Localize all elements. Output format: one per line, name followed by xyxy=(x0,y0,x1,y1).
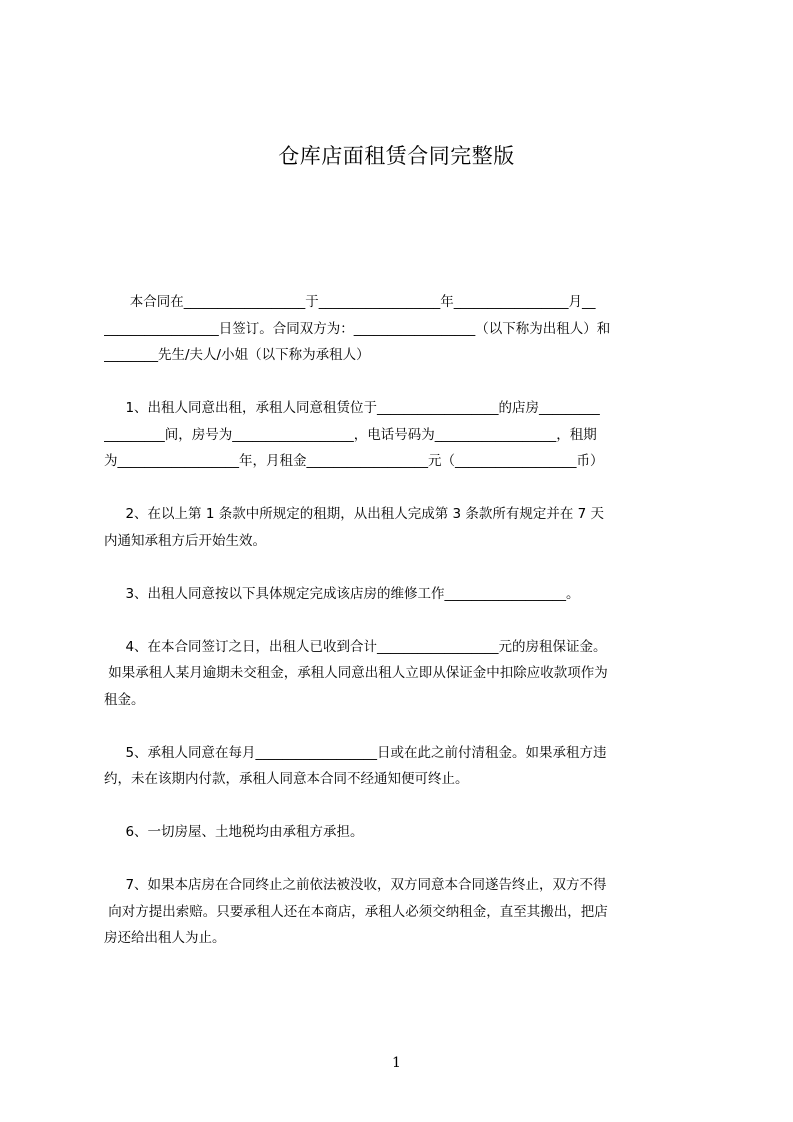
paragraph-line: 内通知承租方后开始生效。 xyxy=(104,532,266,549)
paragraph-spacer xyxy=(104,554,700,581)
paragraph-clause-5 xyxy=(104,740,700,793)
paragraph-line: ________先生/夫人/小姐（以下称为承租人） xyxy=(104,347,370,363)
paragraph-clause-3 xyxy=(104,581,700,608)
paragraph-line: 租金。 xyxy=(104,691,145,708)
paragraph-spacer xyxy=(104,793,700,820)
paragraph-line: 约，未在该期内付款，承租人同意本合同不经通知便可终止。 xyxy=(104,771,469,787)
document-body xyxy=(104,289,700,952)
paragraph-line: _________间，房号为__________________，电话号码为__________________，租期 xyxy=(104,426,597,443)
paragraph-line: 6、一切房屋、土地税均由承租方承担。 xyxy=(104,824,364,840)
paragraph-spacer xyxy=(104,475,700,502)
paragraph-line: 如果承租人某月逾期未交租金，承租人同意出租人立即从保证金中扣除应收款项作为 xyxy=(104,665,608,681)
paragraph-line: 1、出租人同意出租，承租人同意租赁位于__________________的店房_________ xyxy=(104,400,600,416)
paragraph-clause-4 xyxy=(104,634,700,714)
page-number: 1 xyxy=(392,1055,401,1071)
paragraph-clause-1 xyxy=(104,395,700,475)
paragraph-clause-2 xyxy=(104,501,700,554)
paragraph-clause-6 xyxy=(104,819,700,846)
paragraph-line: 向对方提出索赔。只要承租人还在本商店，承租人必须交纳租金，直至其搬出，把店 xyxy=(104,903,608,920)
paragraph-line: _________________日签订。合同双方为：__________________（以下称为出租人）和 xyxy=(104,320,611,337)
paragraph-line: 5、承租人同意在每月__________________日或在此之前付清租金。如果承租方违 xyxy=(104,744,607,761)
paragraph-spacer xyxy=(104,846,700,873)
paragraph-line: 为__________________年，月租金__________________元（__________________币） xyxy=(104,453,604,469)
paragraph-clause-7 xyxy=(104,872,700,952)
paragraph-spacer xyxy=(104,607,700,634)
document-title: 仓库店面租赁合同完整版 xyxy=(278,144,515,168)
paragraph-spacer xyxy=(104,713,700,740)
paragraph-line: 7、如果本店房在合同终止之前依法被没收，双方同意本合同遂告终止，双方不得 xyxy=(104,877,607,893)
paragraph-spacer xyxy=(104,369,700,396)
paragraph-line: 3、出租人同意按以下具体规定完成该店房的维修工作__________________。 xyxy=(104,585,580,602)
paragraph-line: 2、在以上第 1 条款中所规定的租期，从出租人完成第 3 条款所有规定并在 7 天 xyxy=(104,506,605,522)
paragraph-line: 房还给出租人为止。 xyxy=(104,930,226,946)
paragraph-line: 4、在本合同签订之日，出租人已收到合计__________________元的房租保证金。 xyxy=(104,638,607,655)
paragraph-line: 本合同在__________________于__________________年_________________月__ xyxy=(104,294,596,310)
paragraph-intro xyxy=(104,289,700,369)
